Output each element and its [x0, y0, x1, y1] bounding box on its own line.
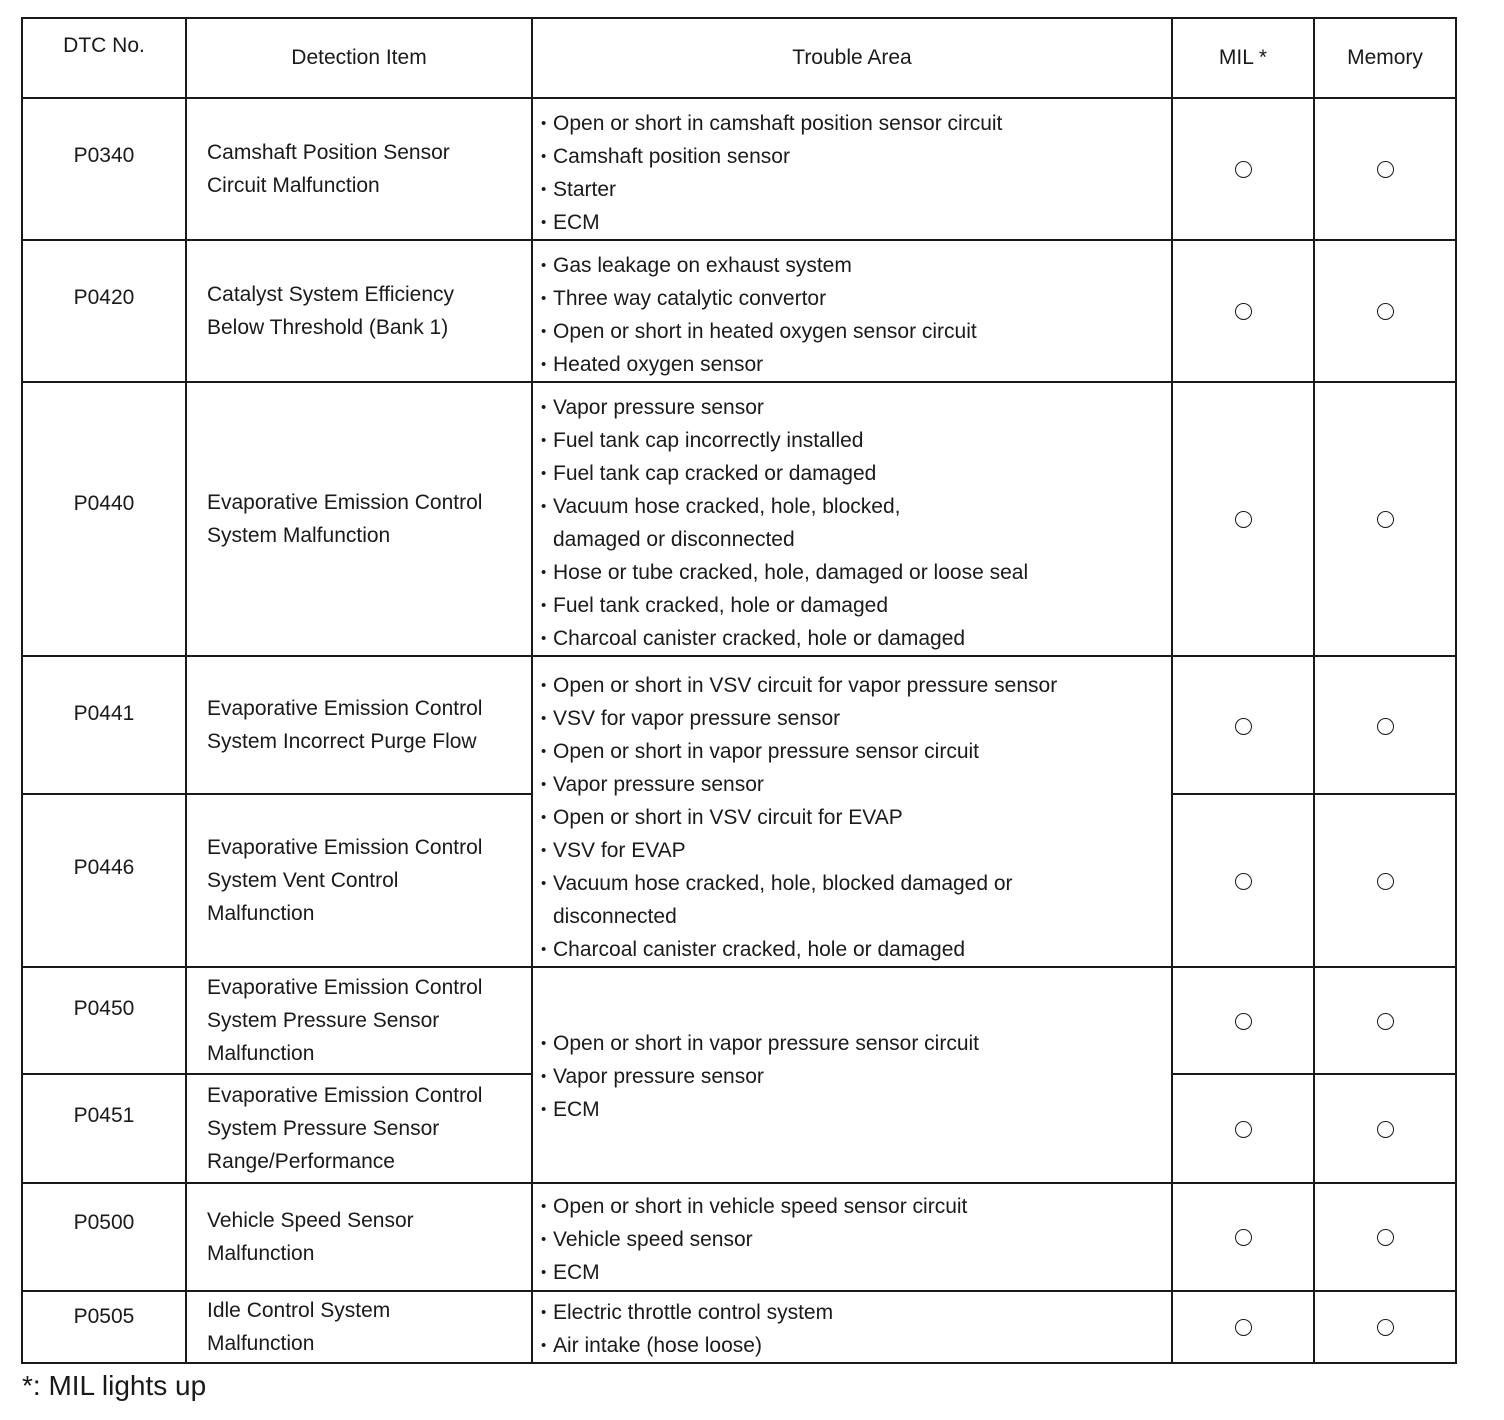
trouble-area-item: • Vapor pressure sensor	[541, 391, 1171, 424]
memory-circle-icon	[1377, 1229, 1394, 1246]
detection-item-cell	[186, 382, 532, 656]
trouble-area-item: • VSV for vapor pressure sensor	[541, 702, 1171, 735]
detection-item-line: Vehicle Speed Sensor	[207, 1209, 414, 1232]
trouble-area-item: • Starter	[541, 173, 1171, 206]
trouble-area-item: • Hose or tube cracked, hole, damaged or loose seal	[541, 556, 1171, 589]
trouble-area-item: • Vapor pressure sensor	[541, 768, 1171, 801]
detection-item-line: System Vent Control	[207, 869, 399, 893]
header-detection-item: Detection Item	[186, 18, 532, 98]
mil-circle-icon	[1235, 161, 1252, 178]
trouble-area-item: • ECM	[541, 1256, 1171, 1289]
memory-cell	[1314, 240, 1456, 382]
dtc-code-cell	[22, 794, 186, 967]
detection-item-cell	[186, 1074, 532, 1183]
mil-circle-icon	[1235, 511, 1252, 528]
detection-item-line: Malfunction	[207, 902, 315, 926]
mil-circle-icon	[1235, 1121, 1252, 1138]
memory-circle-icon	[1377, 1013, 1394, 1030]
trouble-area-item: • Open or short in vapor pressure sensor circuit	[541, 1027, 1171, 1060]
mil-circle-icon	[1235, 718, 1252, 735]
footnote: *: MIL lights up	[22, 1370, 207, 1401]
memory-cell	[1314, 656, 1456, 794]
trouble-area-cell	[532, 1291, 1172, 1363]
dtc-code-cell	[22, 656, 186, 794]
dtc-code-cell	[22, 1074, 186, 1183]
detection-item-line: Malfunction	[207, 1042, 315, 1065]
detection-item-line: Malfunction	[207, 1332, 315, 1355]
detection-item-line: Evaporative Emission Control	[207, 1084, 483, 1107]
trouble-area-item: • Air intake (hose loose)	[541, 1329, 1171, 1362]
detection-item-line: System Incorrect Purge Flow	[207, 730, 477, 754]
memory-cell	[1314, 794, 1456, 967]
table-row	[22, 656, 1456, 794]
detection-item-line: Range/Performance	[207, 1150, 395, 1173]
dtc-code: P0505	[73, 1305, 135, 1328]
dtc-table	[21, 17, 1457, 1364]
trouble-area-item: • Open or short in vapor pressure sensor circuit	[541, 735, 1171, 768]
memory-cell	[1314, 1291, 1456, 1363]
trouble-area-item: • ECM	[541, 206, 1171, 239]
memory-circle-icon	[1377, 1121, 1394, 1138]
detection-item-cell	[186, 794, 532, 967]
detection-item-line: Evaporative Emission Control	[207, 697, 483, 721]
trouble-area-cell	[532, 967, 1172, 1183]
trouble-area-cell	[532, 1183, 1172, 1291]
memory-cell	[1314, 98, 1456, 240]
trouble-area-cell	[532, 656, 1172, 967]
trouble-area-cell	[532, 240, 1172, 382]
trouble-area-item: • Gas leakage on exhaust system	[541, 249, 1171, 282]
memory-circle-icon	[1377, 511, 1394, 528]
detection-item-line: Evaporative Emission Control	[207, 491, 483, 514]
dtc-code-cell	[22, 98, 186, 240]
detection-item-line: Evaporative Emission Control	[207, 976, 483, 999]
mil-cell	[1172, 1183, 1314, 1291]
detection-item-line: Circuit Malfunction	[207, 174, 380, 197]
memory-cell	[1314, 382, 1456, 656]
dtc-code-cell	[22, 1291, 186, 1363]
detection-item-cell	[186, 1291, 532, 1363]
detection-item-cell	[186, 240, 532, 382]
trouble-area-item: • Heated oxygen sensor	[541, 348, 1171, 381]
trouble-area-item: • ECM	[541, 1093, 1171, 1126]
memory-circle-icon	[1377, 1319, 1394, 1336]
detection-item-line: Below Threshold (Bank 1)	[207, 316, 449, 339]
mil-circle-icon	[1235, 303, 1252, 320]
trouble-area-item: • Open or short in heated oxygen sensor circuit	[541, 315, 1171, 348]
trouble-area-item: • VSV for EVAP	[541, 834, 1171, 867]
detection-item-cell	[186, 98, 532, 240]
mil-cell	[1172, 967, 1314, 1074]
dtc-code-cell	[22, 967, 186, 1074]
trouble-area-cell	[532, 98, 1172, 240]
trouble-area-item: • Vacuum hose cracked, hole, blocked damaged or disconnected	[541, 867, 1171, 933]
trouble-area-item: • Vapor pressure sensor	[541, 1060, 1171, 1093]
detection-item-cell	[186, 1183, 532, 1291]
mil-cell	[1172, 1074, 1314, 1183]
dtc-code: P0420	[73, 286, 135, 309]
dtc-code: P0441	[73, 702, 135, 725]
dtc-code: P0440	[73, 492, 135, 515]
memory-circle-icon	[1377, 718, 1394, 735]
trouble-area-item: • Three way catalytic convertor	[541, 282, 1171, 315]
header-dtc-no: DTC No.	[22, 18, 186, 98]
mil-circle-icon	[1235, 1319, 1252, 1336]
mil-circle-icon	[1235, 1013, 1252, 1030]
table-row	[22, 240, 1456, 382]
dtc-code: P0451	[73, 1104, 135, 1127]
header-mil: MIL *	[1172, 18, 1314, 98]
dtc-code-cell	[22, 382, 186, 656]
mil-circle-icon	[1235, 1229, 1252, 1246]
memory-cell	[1314, 1183, 1456, 1291]
dtc-code: P0450	[73, 997, 135, 1020]
mil-cell	[1172, 382, 1314, 656]
trouble-area-item: • Charcoal canister cracked, hole or damaged	[541, 933, 1171, 966]
mil-cell	[1172, 794, 1314, 967]
header-row	[22, 18, 1456, 98]
trouble-area-item: • Charcoal canister cracked, hole or damaged	[541, 622, 1171, 655]
trouble-area-item: • Fuel tank cap incorrectly installed	[541, 424, 1171, 457]
table-row	[22, 98, 1456, 240]
detection-item-line: Camshaft Position Sensor	[207, 141, 450, 164]
table-row	[22, 1291, 1456, 1363]
header-memory: Memory	[1314, 18, 1456, 98]
dtc-code-cell	[22, 240, 186, 382]
table-row	[22, 967, 1456, 1074]
header-trouble-area: Trouble Area	[532, 18, 1172, 98]
table-row	[22, 382, 1456, 656]
detection-item-line: System Pressure Sensor	[207, 1117, 440, 1140]
dtc-code: P0340	[73, 144, 135, 167]
trouble-area-item: • Open or short in vehicle speed sensor circuit	[541, 1190, 1171, 1223]
dtc-code: P0500	[73, 1211, 135, 1234]
mil-cell	[1172, 240, 1314, 382]
mil-cell	[1172, 98, 1314, 240]
dtc-code-cell	[22, 1183, 186, 1291]
memory-cell	[1314, 967, 1456, 1074]
trouble-area-item: • Fuel tank cap cracked or damaged	[541, 457, 1171, 490]
mil-cell	[1172, 656, 1314, 794]
detection-item-line: Idle Control System	[207, 1299, 391, 1322]
mil-circle-icon	[1235, 873, 1252, 890]
trouble-area-item: • Open or short in camshaft position sensor circuit	[541, 107, 1171, 140]
trouble-area-item: • Camshaft position sensor	[541, 140, 1171, 173]
trouble-area-item: • Vehicle speed sensor	[541, 1223, 1171, 1256]
mil-cell	[1172, 1291, 1314, 1363]
detection-item-cell	[186, 967, 532, 1074]
detection-item-line: System Pressure Sensor	[207, 1009, 440, 1032]
trouble-area-item: • Open or short in VSV circuit for vapor pressure sensor	[541, 669, 1171, 702]
detection-item-cell	[186, 656, 532, 794]
detection-item-line: Malfunction	[207, 1242, 315, 1265]
detection-item-line: Catalyst System Efficiency	[207, 283, 455, 306]
dtc-code: P0446	[73, 856, 135, 880]
trouble-area-item: • Open or short in VSV circuit for EVAP	[541, 801, 1171, 834]
memory-circle-icon	[1377, 161, 1394, 178]
memory-circle-icon	[1377, 303, 1394, 320]
trouble-area-item: • Electric throttle control system	[541, 1296, 1171, 1329]
detection-item-line: Evaporative Emission Control	[207, 836, 483, 860]
memory-cell	[1314, 1074, 1456, 1183]
table-row	[22, 1183, 1456, 1291]
trouble-area-cell	[532, 382, 1172, 656]
trouble-area-item: • Fuel tank cracked, hole or damaged	[541, 589, 1171, 622]
trouble-area-item: • Vacuum hose cracked, hole, blocked, damaged or disconnected	[541, 490, 1171, 556]
detection-item-line: System Malfunction	[207, 524, 391, 547]
memory-circle-icon	[1377, 873, 1394, 890]
